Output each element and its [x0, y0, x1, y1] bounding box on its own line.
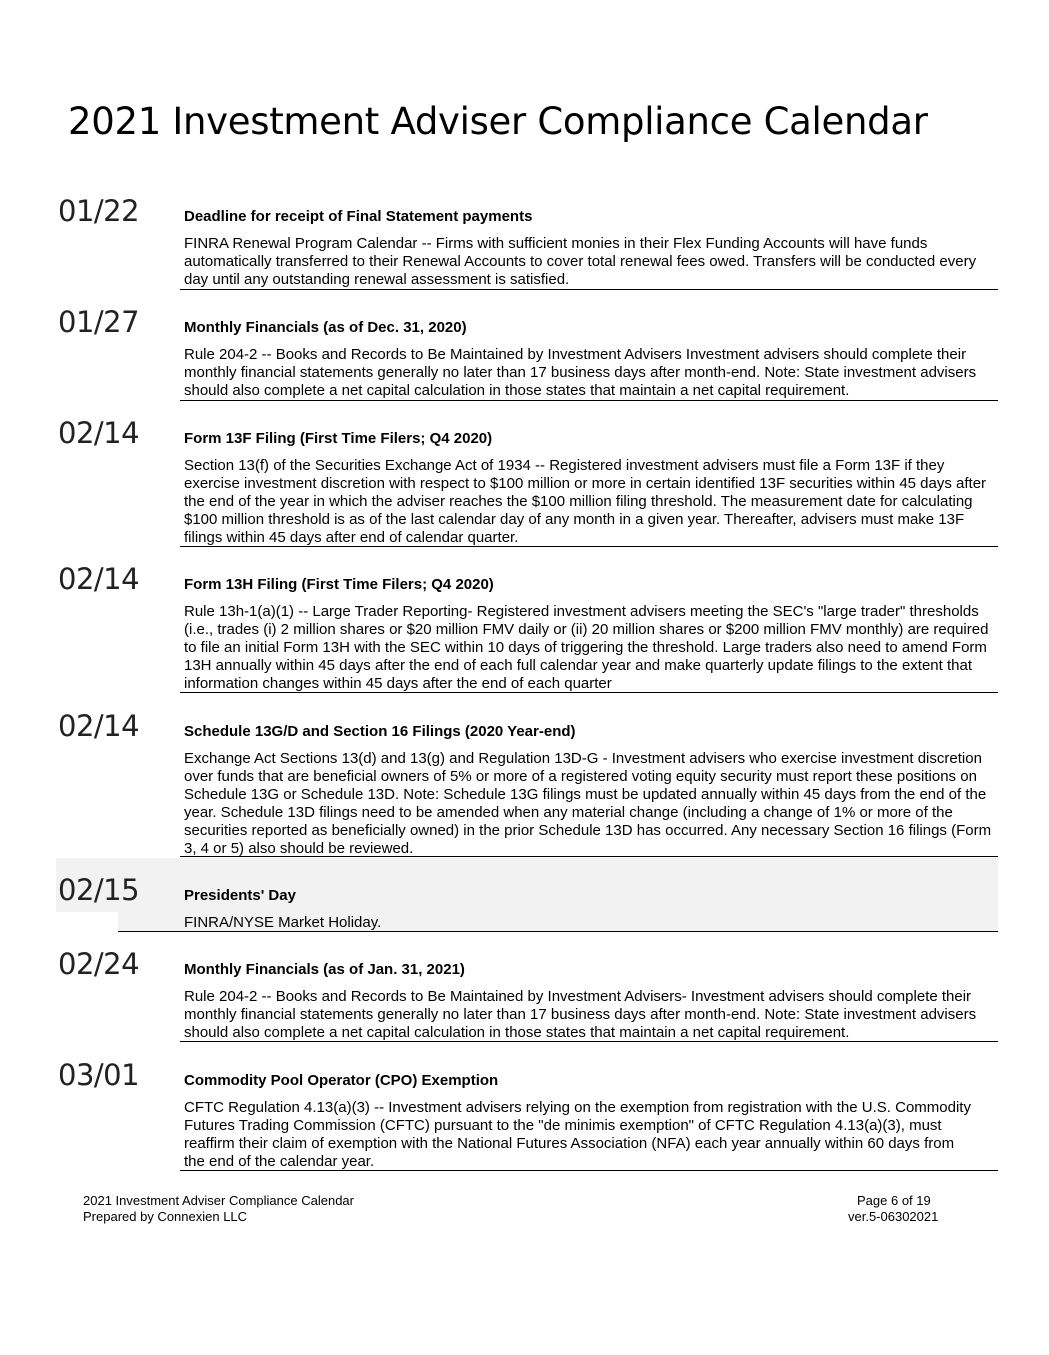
entry-title: Monthly Financials (as of Dec. 31, 2020)	[184, 319, 467, 336]
entry-divider	[180, 289, 998, 290]
entry-divider	[180, 1170, 998, 1171]
entry-title: Commodity Pool Operator (CPO) Exemption	[184, 1072, 499, 1089]
entry-description: Rule 204-2 -- Books and Records to Be Maintained by Investment Advisers- Investment advisers should complete their monthly financial statements generally no later than 17 business days after month-end. Note: State investment advisers should also complete a net capital calculation in those states that maintain a net capital requirement.	[184, 988, 977, 1041]
entry-title: Schedule 13G/D and Section 16 Filings (2020 Year-end)	[184, 723, 576, 740]
entry-divider	[118, 931, 998, 932]
entry-date: 01/27	[58, 305, 140, 339]
footer-prepared-by: Prepared by Connexien LLC	[83, 1209, 248, 1224]
entry-description: Rule 204-2 -- Books and Records to Be Maintained by Investment Advisers Investment advisers should complete their monthly financial statements generally no later than 17 business days after month-end. Note: State investment advisers should also complete a net capital calculation in those states that maintain a net capital requirement.	[184, 346, 977, 399]
entry-description: Rule 13h-1(a)(1) -- Large Trader Reporting- Registered investment advisers meeting the SEC's "large trader" thresholds (i.e., trades (i) 2 million shares or $20 million FMV daily or (ii) 20 million shares or $200 million FMV monthly) are required to file an initial Form 13H with the SEC within 10 days of triggering the threshold. Large traders also need to amend Form 13H annually within 45 days after the end of each full calendar year and make quarterly update filings to the extent that information changes within 45 days after the end of each quarter	[184, 603, 989, 692]
entry-title: Monthly Financials (as of Jan. 31, 2021)	[184, 961, 465, 978]
entry-description: Section 13(f) of the Securities Exchange Act of 1934 -- Registered investment advisers must file a Form 13F if they exercise investment discretion with respect to $100 million or more in certain identified 13F securities within 45 days after the end of the year in which the adviser reaches the $100 million filing threshold. The measurement date for calculating $100 million threshold is as of the last calendar day of any month in a given year. Thereafter, advisers must make 13F filings within 45 days after end of calendar quarter.	[184, 457, 987, 546]
entry-divider	[180, 692, 998, 693]
entry-description: Exchange Act Sections 13(d) and 13(g) and Regulation 13D-G - Investment advisers who exercise investment discretion over funds that are beneficial owners of 5% or more of a registered voting equity security must report these positions on Schedule 13G or Schedule 13D. Note: Schedule 13G filings must be updated annually within 45 days from the end of the year. Schedule 13D filings need to be amended when any material change (including a change of 1% or more of the securities reported as beneficially owned) in the prior Schedule 13D has occurred. Any necessary Section 16 filings (Form 3, 4 or 5) also should be reviewed.	[184, 750, 992, 857]
entry-title: Form 13F Filing (First Time Filers; Q4 2020)	[184, 430, 493, 447]
entry-date: 03/01	[58, 1058, 140, 1092]
entry-description: CFTC Regulation 4.13(a)(3) -- Investment advisers relying on the exemption from registration with the U.S. Commodity Futures Trading Commission (CFTC) pursuant to the "de minimis exemption" of CFTC Regulation 4.13(a)(3), must reaffirm their claim of exemption with the National Futures Association (NFA) each year annually within 60 days from the end of the calendar year.	[184, 1099, 971, 1170]
entry-divider	[180, 856, 998, 857]
entry-date: 02/14	[58, 416, 140, 450]
entry-divider	[180, 400, 998, 401]
entry-date: 02/14	[58, 562, 140, 596]
entry-divider	[180, 1041, 998, 1042]
entry-date: 01/22	[58, 194, 140, 228]
entry-title: Presidents' Day	[184, 887, 296, 904]
entry-date: 02/15	[58, 873, 140, 907]
entry-title: Deadline for receipt of Final Statement payments	[184, 208, 533, 225]
footer-page-number: Page 6 of 19	[857, 1193, 931, 1208]
entry-date: 02/14	[58, 709, 140, 743]
entry-date: 02/24	[58, 947, 140, 981]
footer-document-title: 2021 Investment Adviser Compliance Calendar	[83, 1193, 354, 1208]
entry-divider	[180, 546, 998, 547]
entry-title: Form 13H Filing (First Time Filers; Q4 2020)	[184, 576, 494, 593]
footer-version: ver.5-06302021	[848, 1209, 939, 1224]
entry-description: FINRA/NYSE Market Holiday.	[184, 914, 382, 931]
entry-description: FINRA Renewal Program Calendar -- Firms with sufficient monies in their Flex Funding Accounts will have funds automatically transferred to their Renewal Accounts to cover total renewal fees owed. Transfers will be conducted every day until any outstanding renewal assessment is satisfied.	[184, 235, 977, 288]
page-title: 2021 Investment Adviser Compliance Calendar	[68, 100, 928, 143]
